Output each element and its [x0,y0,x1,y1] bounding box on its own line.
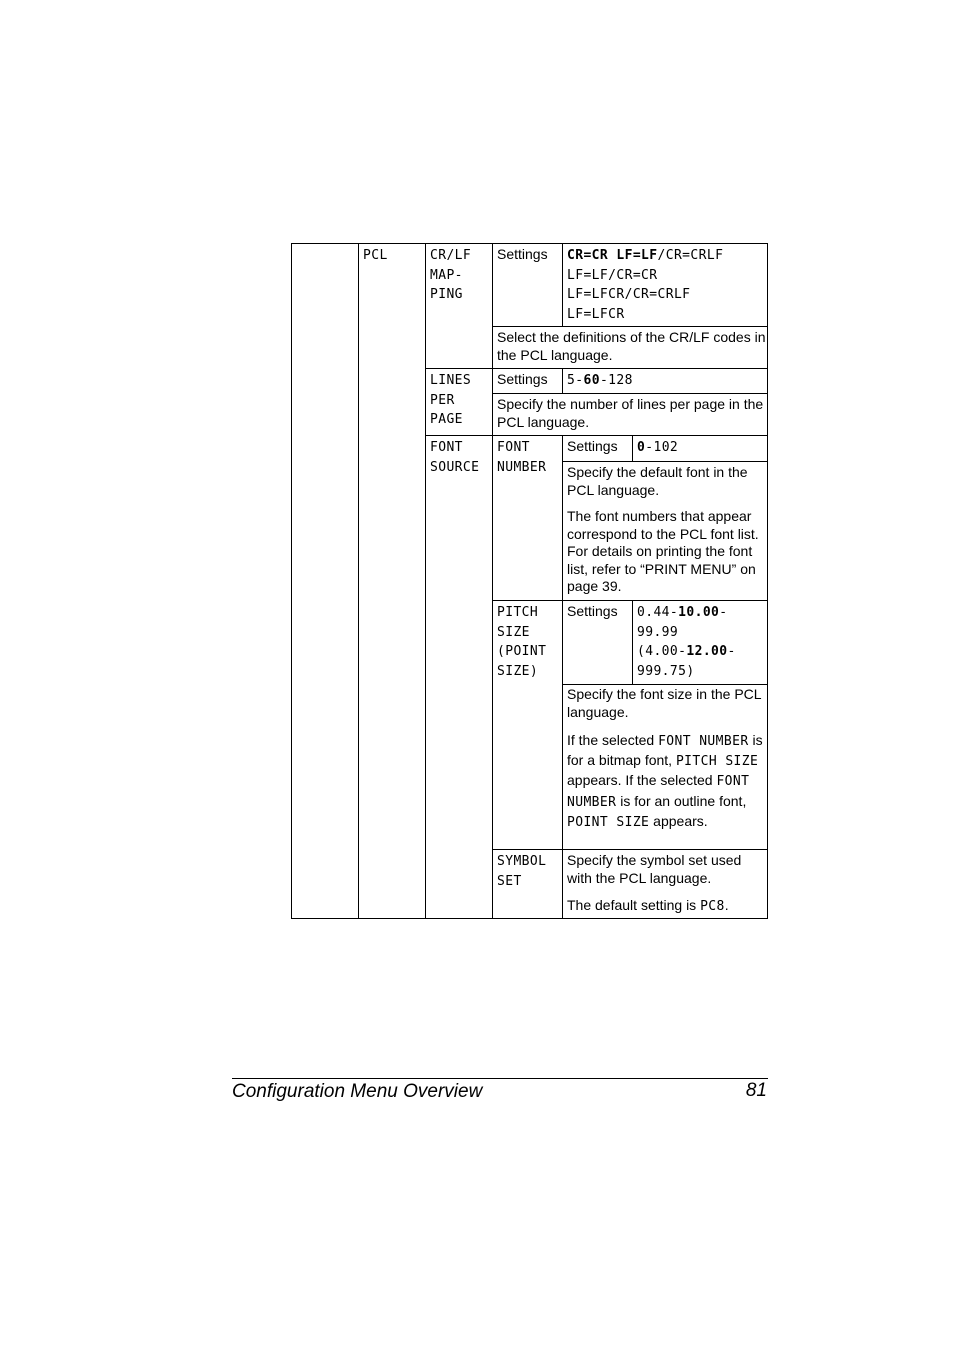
footer-title: Configuration Menu Overview [232,1081,483,1102]
lpp-settings-divider [562,368,563,394]
crlf-other-options: /CR=CRLF LF=LF/CR=CR LF=LFCR/CR=CRLF LF=LFCR [567,248,724,322]
pitch-default: 10.00 [678,605,720,620]
point-max: - 999.75) [637,644,736,679]
col-divider-1 [358,243,359,919]
crlf-settings-label: Settings [497,246,548,262]
col-divider-2 [425,243,426,919]
pitch-row-divider [562,684,768,685]
lpp-min: 5- [567,373,584,388]
crlf-description: Select the definitions of the CR/LF codes in the PCL language. [497,329,766,363]
point-default: 12.00 [686,644,728,659]
pitch-value [637,603,767,681]
pitch-description-1: Specify the font size in the PCL language. [567,686,762,720]
fontnum-settings-label: Settings [567,438,618,454]
fontnum-description-2: The font numbers that appear correspond to the PCL font list. For details on printing the font list, refer to “PRINT MENU” on page 39. [567,508,759,594]
pitch-desc-text: appears. [649,812,708,829]
item-pitch-size: PITCH SIZE (POINT SIZE) [497,605,547,679]
lpp-bottom [425,435,768,436]
pitch-desc-text: is for an outline font, [616,792,747,809]
lpp-max: -128 [599,373,633,388]
pitch-desc-code: PITCH SIZE [675,754,759,770]
crlf-bottom [425,368,768,369]
font-source-divider [562,435,563,919]
menu-pcl: PCL [363,248,388,263]
fontnum-settings-divider [632,435,633,462]
fontnum-bottom [492,600,768,601]
pitch-bottom [492,849,768,850]
table-border-right [767,243,768,919]
fontnum-description-1: Specify the default font in the PCL language. [567,464,748,498]
lpp-row-divider [492,393,768,394]
pitch-max: - 99.99 [637,605,728,640]
symbol-description-1: Specify the symbol set used with the PCL language. [567,852,742,886]
pitch-desc-code: FONT NUMBER [567,774,750,810]
pitch-desc-code: POINT SIZE [567,814,650,830]
lpp-settings-label: Settings [497,371,548,387]
pitch-desc-text: is for a bitmap font, [567,732,763,769]
item-symbol-set: SYMBOL SET [497,854,547,889]
lpp-default: 60 [583,373,600,388]
symbol-default-text: The default setting is [567,897,701,913]
crlf-options [567,246,767,324]
symbol-default-value: PC8 [700,899,725,914]
item-font-number: FONT NUMBER [497,440,547,475]
pitch-desc-text: appears. If the selected [567,772,717,789]
crlf-settings-divider [562,243,563,327]
fontnum-value [637,438,767,458]
lpp-description: Specify the number of lines per page in the PCL language. [497,396,764,430]
fontnum-default: 0 [637,440,646,455]
col-divider-3 [492,243,493,919]
fontnum-max: -102 [645,440,679,455]
pitch-min: 0.44- [637,605,679,620]
page-number: 81 [745,1080,767,1101]
table-border-top [291,243,768,244]
pitch-settings-label: Settings [567,603,618,619]
pitch-desc-text: If the selected [567,732,659,748]
table-border-bottom [291,918,768,919]
item-crlf-mapping: CR/LF MAP- PING [430,248,472,302]
symbol-description-2 [567,897,767,916]
fontnum-row-divider [562,461,768,462]
pitch-description-2 [567,731,767,832]
item-lines-per-page: LINES PER PAGE [430,373,472,427]
crlf-default: CR=CR LF=LF [567,248,658,263]
lpp-value [567,371,767,391]
footer-rule [232,1078,768,1079]
item-font-source: FONT SOURCE [430,440,480,475]
symbol-default-end: . [724,897,729,913]
pitch-desc-code: FONT NUMBER [658,734,749,749]
table-border-left [291,243,292,919]
crlf-row-divider [492,326,768,327]
point-min: (4.00- [637,644,687,659]
pitch-settings-divider [632,600,633,685]
